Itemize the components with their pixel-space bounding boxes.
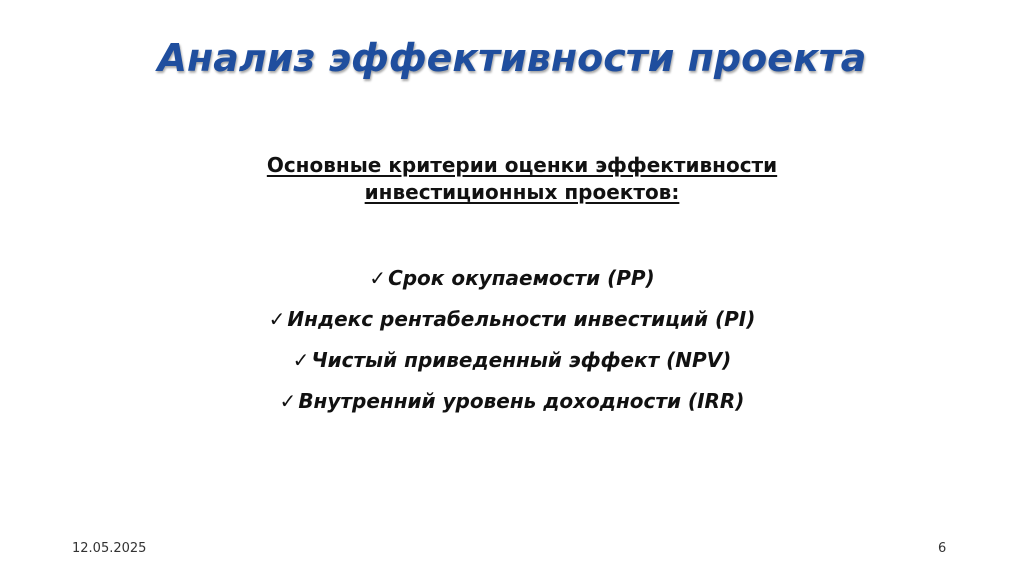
- criteria-item-label: Внутренний уровень доходности (IRR): [298, 389, 745, 413]
- criteria-heading: [0, 152, 1024, 206]
- slide-page-number: 6: [938, 541, 947, 556]
- criteria-item: [0, 299, 1024, 340]
- check-icon: ✓: [292, 348, 310, 372]
- criteria-heading-line-2: инвестиционных проектов:: [364, 180, 680, 204]
- criteria-list: [0, 258, 1024, 422]
- slide-date: 12.05.2025: [72, 541, 147, 556]
- criteria-heading-line-1: Основные критерии оценки эффективности: [266, 153, 778, 177]
- slide-title: Анализ эффективности проекта: [157, 36, 867, 80]
- criteria-item: [0, 258, 1024, 299]
- check-icon: ✓: [369, 266, 387, 290]
- criteria-item-label: Индекс рентабельности инвестиций (PI): [287, 307, 756, 331]
- check-icon: ✓: [268, 307, 286, 331]
- criteria-item: [0, 340, 1024, 381]
- check-icon: ✓: [279, 389, 297, 413]
- criteria-item: [0, 381, 1024, 422]
- criteria-item-label: Срок окупаемости (PP): [388, 266, 655, 290]
- criteria-item-label: Чистый приведенный эффект (NPV): [311, 348, 732, 372]
